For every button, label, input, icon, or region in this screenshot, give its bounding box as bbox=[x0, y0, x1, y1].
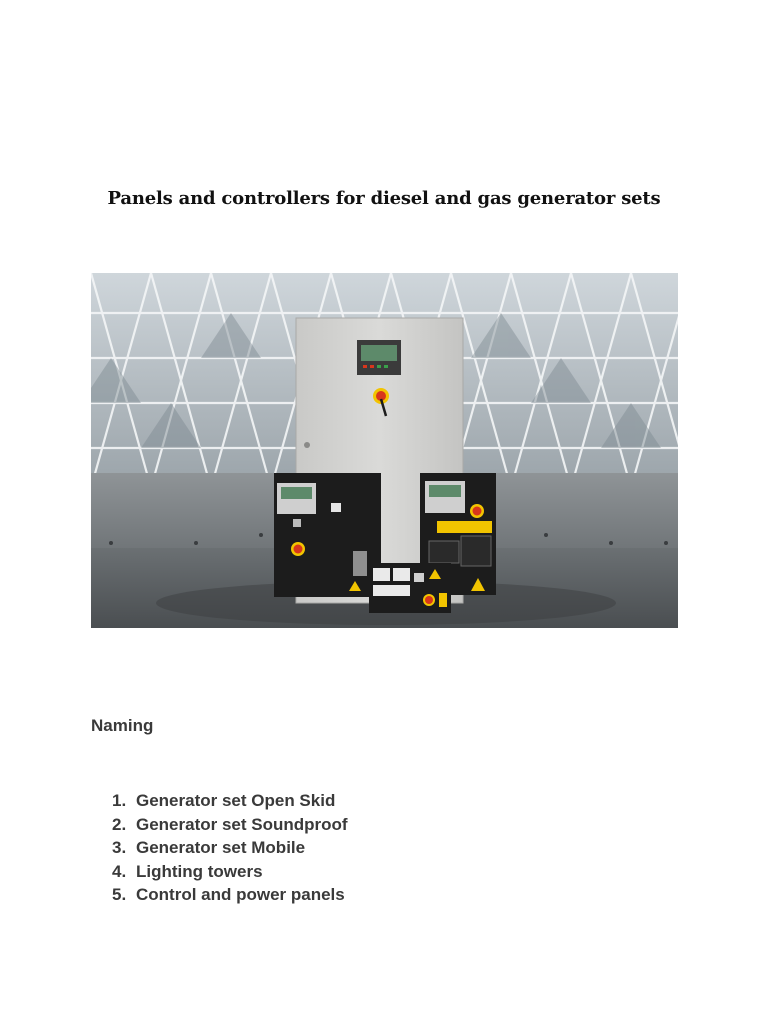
page-title: Panels and controllers for diesel and gas generator sets bbox=[107, 188, 661, 209]
list-item bbox=[112, 883, 348, 907]
section-heading-naming: Naming bbox=[91, 716, 154, 735]
list-number: 3. bbox=[112, 838, 127, 857]
list-item-text: Generator set Mobile bbox=[136, 838, 306, 857]
list-number: 5. bbox=[112, 885, 127, 904]
list-number: 1. bbox=[112, 791, 127, 810]
panels-photo bbox=[91, 273, 678, 628]
list-item-text: Lighting towers bbox=[136, 861, 263, 881]
list-item bbox=[112, 836, 348, 860]
list-item bbox=[112, 813, 348, 837]
naming-list bbox=[112, 789, 348, 907]
list-item-text: Generator set Soundproof bbox=[136, 814, 348, 834]
list-item-text: Generator set Open Skid bbox=[136, 791, 336, 810]
list-item-text: Control and power panels bbox=[136, 885, 345, 904]
list-number: 2. bbox=[112, 814, 127, 834]
list-item bbox=[112, 860, 348, 884]
list-number: 4. bbox=[112, 861, 127, 881]
list-item bbox=[112, 789, 348, 813]
